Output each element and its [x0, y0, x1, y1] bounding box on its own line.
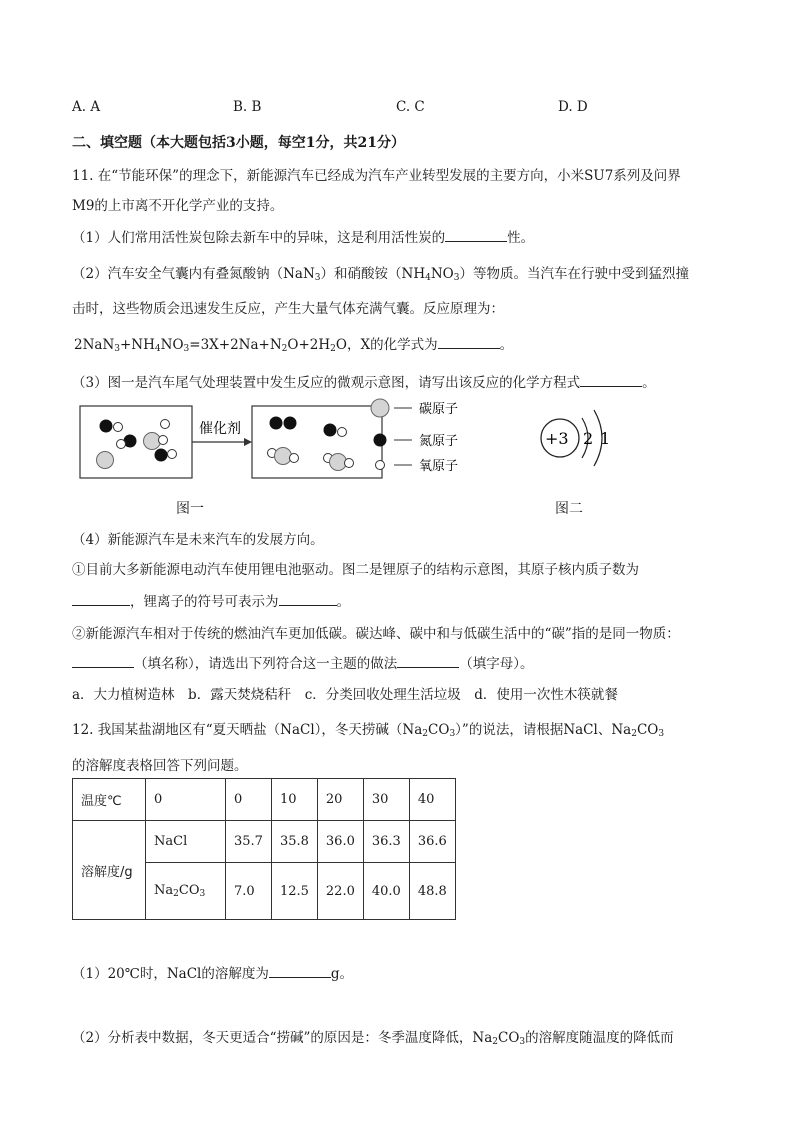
formula-na2co3: $Na_2CO_3$ [402, 722, 456, 739]
na2co3-value: 7.0 [226, 863, 272, 920]
shell-2-electrons: 1 [600, 429, 611, 448]
answer-blank[interactable] [279, 591, 337, 606]
formula-na2co3: $Na_2CO_3$ [611, 722, 665, 739]
q11-part2-text-a: （2）汽车安全气囊内有叠氮酸钠（ [72, 266, 284, 282]
formula-nan3: NaN$_3$ [283, 266, 321, 283]
answer-blank[interactable] [397, 653, 459, 668]
q11-choices: a．大力植树造林 b．露天焚烧秸秆 c．分类回收处理生活垃圾 d．使用一次性木筷就餐 [72, 687, 618, 703]
oxygen-atom [290, 454, 299, 463]
oxygen-atom [345, 459, 354, 468]
q12-intro-line1 [72, 718, 664, 739]
q11-part2-text-c: ）等物质。当汽车在行驶中受到猛烈撞 [459, 266, 689, 282]
temp-cell: 40 [409, 779, 455, 821]
na2co3-label: $Na_2CO_3$ [146, 863, 226, 920]
oxygen-atom [114, 423, 123, 432]
products-box [252, 406, 382, 478]
q12-intro-text-b: ）”的说法，请根据NaCl、 [455, 722, 612, 738]
reaction-equation: $2NaN_3+NH_4NO_3=3X+2Na+N_2O+2H_2O$ [74, 337, 347, 354]
q12-intro-line2: 的溶解度表格回答下列问题。 [72, 758, 248, 774]
option-d: D. D [558, 99, 588, 115]
answer-blank[interactable] [580, 372, 642, 387]
oxygen-atom [168, 450, 177, 459]
q12-part2 [72, 1026, 674, 1047]
nacl-value: 36.3 [363, 821, 409, 863]
answer-blank[interactable] [269, 963, 331, 978]
table-row [73, 779, 456, 821]
carbon-atom [144, 433, 161, 450]
option-c: C. C [396, 99, 425, 115]
answer-blank[interactable] [438, 334, 500, 349]
period: 。 [642, 375, 656, 391]
q11-part4-2-text: （填名称），请选出下列符合这一主题的做法 [134, 656, 398, 672]
shell-1-electrons: 2 [583, 429, 594, 448]
q11-part4-2-suffix: （填字母）。 [459, 656, 534, 672]
q11-part3-text: （3）图一是汽车尾气处理装置中发生反应的微观示意图，请写出该反应的化学方程式 [72, 375, 581, 391]
na2co3-value: 48.8 [409, 863, 455, 920]
solubility-table [72, 778, 456, 920]
oxygen-atom [338, 428, 347, 437]
answer-blank[interactable] [445, 227, 507, 242]
q11-part4-1-text: ，锂离子的符号可表示为 [130, 594, 279, 610]
nacl-label: NaCl [146, 821, 226, 863]
table-row [73, 821, 456, 863]
q12-intro-text-a: 12. 我国某盐湖地区有“夏天晒盐（NaCl），冬天捞碱（ [72, 722, 403, 738]
answer-blank[interactable] [72, 591, 130, 606]
nacl-value: 36.0 [317, 821, 363, 863]
q12-part1-text: （1）20℃时，NaCl的溶解度为 [72, 966, 269, 982]
figure-1-caption: 图一 [176, 501, 204, 517]
q12-part1-suffix: g。 [330, 966, 354, 982]
figure-1-microscopic-reaction [72, 396, 482, 486]
temp-cell: 10 [271, 779, 317, 821]
answer-blank[interactable] [72, 653, 134, 668]
figure-2-lithium-atom [530, 400, 630, 480]
temp-cell: 0 [226, 779, 272, 821]
legend-nitrogen-swatch [374, 434, 387, 447]
section-title: 二、填空题（本大题包括3小题，每空1分，共21分） [72, 135, 405, 151]
period: 。 [336, 594, 350, 610]
na2co3-value: 22.0 [317, 863, 363, 920]
q11-part3 [72, 371, 656, 391]
q11-part2-equation [74, 333, 513, 354]
carbon-atom [330, 454, 347, 471]
oxygen-atom [117, 440, 126, 449]
na2co3-value: 40.0 [363, 863, 409, 920]
solubility-label: 溶解度/g [73, 821, 146, 920]
nitrogen-atom [100, 420, 113, 433]
q12-part1 [72, 962, 353, 982]
q11-part1-text: （1）人们常用活性炭包除去新车中的异味，这是利用活性炭的 [72, 230, 446, 246]
legend-oxygen-swatch [376, 461, 385, 470]
arrow-head [244, 438, 252, 446]
oxygen-atom [159, 436, 168, 445]
q11-part4-2-line2 [72, 652, 534, 672]
carbon-atom [275, 448, 292, 465]
na2co3-value: 12.5 [271, 863, 317, 920]
q11-intro-line1: 11. 在“节能环保”的理念下，新能源汽车已经成为汽车产业转型发展的主要方向，小米SU7系列及问界 [72, 168, 681, 184]
q11-part4-1-line1: ①目前大多新能源电动汽车使用锂电池驱动。图二是锂原子的结构示意图，其原子核内质子数为 [72, 562, 639, 578]
nacl-value: 35.7 [226, 821, 272, 863]
q11-part2-line1 [72, 262, 689, 283]
figure-2-caption: 图二 [555, 501, 583, 517]
q11-intro-line2: M9的上市离不开化学产业的支持。 [72, 198, 284, 214]
q11-part2-eq-tail: ，X的化学式为 [346, 337, 438, 353]
q11-part1 [72, 226, 534, 246]
period: 。 [499, 337, 514, 353]
formula-na2co3: $Na_2CO_3$ [472, 1030, 526, 1047]
oxygen-atom [161, 420, 170, 429]
formula-nh4no3: $NH_4NO_3$ [401, 266, 460, 283]
legend-nitrogen-label: 氮原子 [419, 434, 459, 449]
q11-part4: （4）新能源汽车是未来汽车的发展方向。 [72, 532, 324, 548]
temp-cell: 30 [363, 779, 409, 821]
nacl-value: 35.8 [271, 821, 317, 863]
carbon-atom [97, 452, 114, 469]
catalyst-label: 催化剂 [199, 421, 241, 437]
legend-carbon-label: 碳原子 [419, 402, 459, 417]
nucleus-charge: +3 [545, 429, 569, 448]
q11-part2-line2: 击时，这些物质会迅速发生反应，产生大量气体充满气囊。反应原理为： [72, 301, 504, 317]
option-a: A. A [72, 99, 101, 115]
legend-oxygen-label: 氧原子 [419, 459, 459, 474]
nacl-value: 36.6 [409, 821, 455, 863]
legend-carbon-swatch [371, 399, 389, 417]
nitrogen-atom [284, 417, 297, 430]
option-b: B. B [233, 99, 262, 115]
q11-part1-suffix: 性。 [507, 230, 535, 246]
header-temperature: 温度℃ [73, 779, 146, 821]
q11-part2-text-b: ）和硝酸铵（ [320, 266, 402, 282]
nitrogen-atom [270, 417, 283, 430]
nitrogen-atom [324, 424, 337, 437]
q11-part4-1-line2 [72, 590, 350, 610]
q11-part4-2-line1: ②新能源汽车相对于传统的燃油汽车更加低碳。碳达峰、碳中和与低碳生活中的“碳”指的是同一物质： [72, 626, 680, 642]
temp-cell: 0 [146, 779, 226, 821]
q12-part2-text-b: 的溶解度随温度的降低而 [525, 1030, 674, 1046]
temp-cell: 20 [317, 779, 363, 821]
nitrogen-atom [155, 449, 168, 462]
q12-part2-text-a: （2）分析表中数据，冬天更适合“捞碱”的原因是：冬季温度降低， [72, 1030, 473, 1046]
